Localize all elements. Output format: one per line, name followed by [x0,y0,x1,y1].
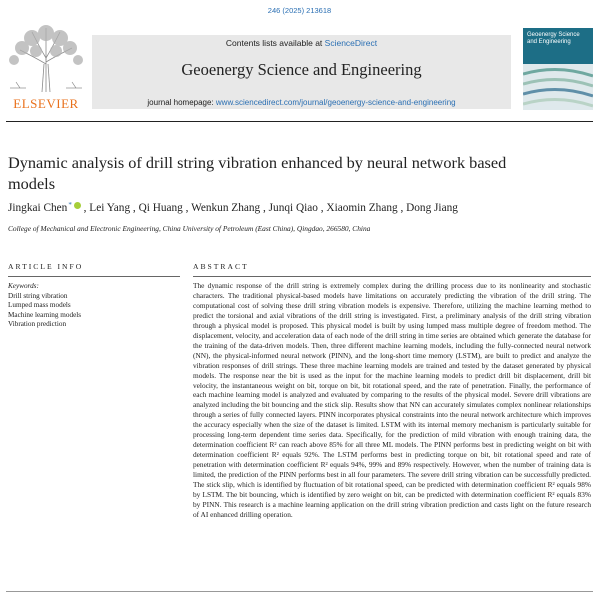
contents-prefix: Contents lists available at [225,38,325,48]
author-name[interactable]: Wenkun Zhang [191,202,261,214]
publisher-name: ELSEVIER [13,96,79,111]
affiliation: College of Mechanical and Electronic Engineering, China University of Petroleum (East China), Qingdao, 266580, China [8,224,371,233]
article-info-rule [8,276,180,277]
keyword-item: Lumped mass models [8,301,71,310]
journal-homepage-link[interactable]: www.sciencedirect.com/journal/geoenergy-science-and-engineering [215,98,456,107]
footer-rule [6,591,593,592]
keyword-item: Machine learning models [8,310,82,319]
sciencedirect-link[interactable]: ScienceDirect [324,38,378,48]
keyword-item: Vibration prediction [8,320,67,329]
author-separator: , [317,202,327,214]
article-info-heading: ARTICLE INFO [8,262,84,271]
keyword-item: Drill string vibration [8,292,68,300]
keywords-label: Keywords: [8,282,39,290]
author-name[interactable]: Xiaomin Zhang [326,202,398,214]
cover-title: Geoenergy Science and Engineering [527,32,580,45]
author-separator: , [260,202,269,214]
author-name[interactable]: Jingkai Chen [8,202,68,214]
homepage-line [92,98,511,107]
author-name[interactable]: Lei Yang [89,202,131,214]
author-separator: , [80,202,90,214]
author-list [8,201,593,214]
author-separator: , [130,202,139,214]
paper-title: Dynamic analysis of drill string vibration enhanced by neural network based models [8,153,507,193]
orcid-icon[interactable] [74,202,81,209]
author-separator: , [182,202,192,214]
cover-graphic [523,64,593,110]
corresponding-author-star-icon[interactable]: * [68,201,72,209]
homepage-prefix: journal homepage: [147,98,216,107]
keywords-list [8,292,178,330]
journal-cover-image[interactable] [523,28,593,110]
abstract-rule [193,276,591,277]
journal-citation: 246 (2025) 213618 [267,6,332,15]
author-name[interactable]: Qi Huang [138,202,183,214]
journal-name: Geoenergy Science and Engineering [181,60,422,79]
author-name[interactable]: Junqi Qiao [268,202,318,214]
contents-line [92,38,511,48]
author-name[interactable]: Dong Jiang [406,202,458,214]
abstract-text: The dynamic response of the drill string is extremely complex during the drilling process due to its nonlinearity and stochastic characters. The traditional physical-based models have limitations on accurately predicting the vibration of the drill string. The computational cost of solving these drill string vibration models is expensive. Therefore, utilizing the machine learning method to predict the torsional and axial vibrations of the drill string is investigated. First, a preliminary analysis of the drill string vibration through a physical model is proposed. This physical model is built by using lumped mass multiple degree of freedom method. The displacement, velocity, and acceleration data of each node of the drill string in time series are obtained which generate the database for the training of the data-driven models. Then, three different machine learning models, including the fully-connected neural network (NN), the physical-informed neural network (PINN), and the long-short time memory (LSTM), are built to predict and analyze the vibration responses of drill strings. These three machine learning models are trained and tested by the dataset generated by physical models. The response near the bit is used as the input for the machine learning models to predict drill bit displacement, drill bit velocity, the instantaneous weight on bit, torque on bit, bit rotational speed, and the rate of penetration. Finally, the performance of each machine learning model is analyzed and evaluated by comparing to the results of the physical model. Severe drill vibrations are analyzed including the bit bouncing and the stick slip. Results show that NN can accurately simulates complex nonlinear relationships through a series of fully connected layers. PINN incorporates physical constraints into the neural network architecture which improves the accuracy especially when the size of the dataset is limited. LSTM with its internal memory mechanism is particularly suitable for processing long-term dependent time series data. Specifically, for the prediction of mild vibration with enough training data, the determination coefficient R² can reach above 85% for all three ML models. The PINN performs best in predicting weight on bit with determination coefficient R² equals 92%. The LSTM performs best in predicting torque on bit, bit rotational speed and rate of penetration with determination coefficient R² equals 94%, 99% and 89% respectively. However, when the number of training data is limited, the prediction of the PINN performs best in all four parameters. The severe drill string vibration can be successfully predicted. The stick slip, which is identified by fluctuation of bit rotational speed, can be predicted with determination coefficient R² equals 98% by LSTM. The bit bouncing, which is identified by zero weight on bit, can be predicted with determination coefficient R² equals 83% by PINN. This research is a machine learning application on the drill string vibration prediction and casts light on the future research of AI enhanced drilling operation. [193,281,591,519]
abstract-heading: ABSTRACT [193,262,249,271]
header-rule [6,121,593,122]
author-separator: , [397,202,407,214]
